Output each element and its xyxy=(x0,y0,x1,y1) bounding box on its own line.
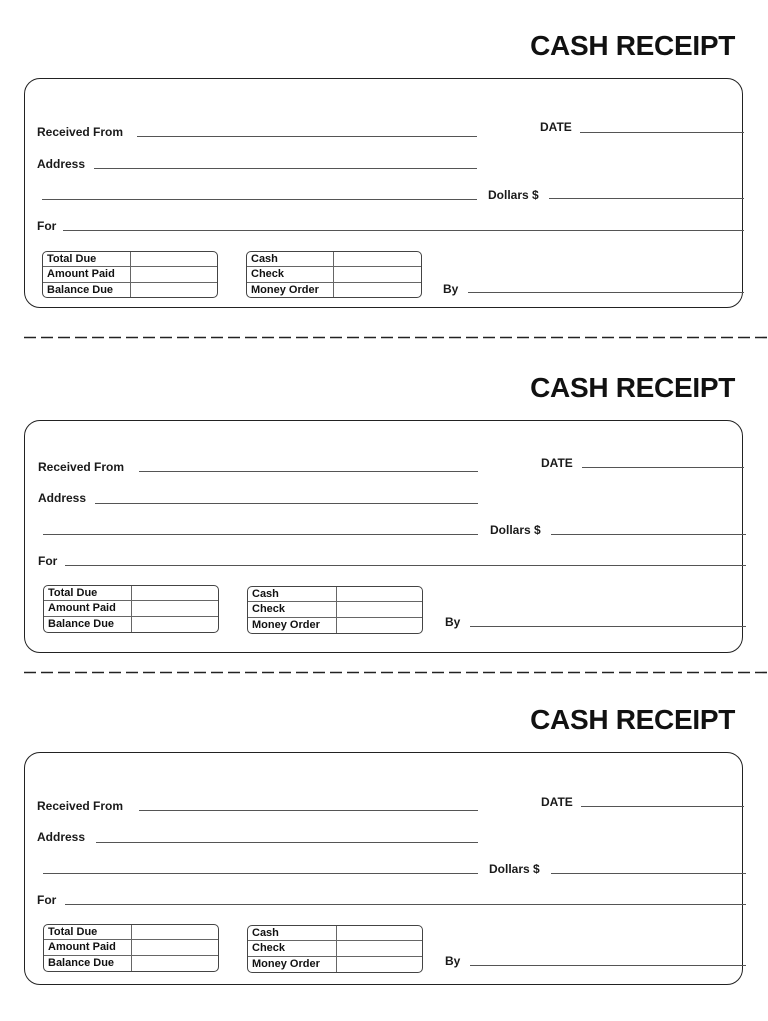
balance-due-label: Balance Due xyxy=(44,956,132,971)
money-order-row xyxy=(247,283,421,298)
address-field[interactable] xyxy=(95,503,478,504)
by-signature-field[interactable] xyxy=(468,292,744,293)
cash-row xyxy=(248,587,422,602)
receipt-title: CASH RECEIPT xyxy=(530,704,735,735)
check-label: Check xyxy=(248,941,337,955)
amount-paid-row xyxy=(44,601,218,616)
total-due-row xyxy=(44,925,218,940)
amount-paid-label: Amount Paid xyxy=(44,940,132,954)
total-due-row xyxy=(44,586,218,601)
dollars-field[interactable] xyxy=(551,873,746,874)
date-field[interactable] xyxy=(582,467,744,468)
balance-due-row xyxy=(44,956,218,971)
balance-due-field[interactable] xyxy=(132,617,218,632)
receipt-title: CASH RECEIPT xyxy=(530,30,735,61)
date-field[interactable] xyxy=(580,132,744,133)
total-due-label: Total Due xyxy=(44,925,132,939)
money-order-field[interactable] xyxy=(334,283,421,298)
by-label: By xyxy=(445,615,461,629)
amount-in-words-field[interactable] xyxy=(43,534,478,535)
cash-field[interactable] xyxy=(337,926,422,940)
address-label: Address xyxy=(38,491,87,505)
for-label: For xyxy=(38,554,58,568)
total-due-field[interactable] xyxy=(132,586,218,600)
received-from-label: Received From xyxy=(37,125,124,139)
dollars-field[interactable] xyxy=(551,534,746,535)
for-label: For xyxy=(37,893,57,907)
check-label: Check xyxy=(248,602,337,616)
balance-due-label: Balance Due xyxy=(44,617,132,632)
totals-table xyxy=(43,924,219,972)
cash-receipt-3 xyxy=(0,674,768,994)
dollars-label: Dollars $ xyxy=(488,188,539,202)
balance-due-row xyxy=(44,617,218,632)
for-label: For xyxy=(37,219,57,233)
cash-label: Cash xyxy=(248,926,337,940)
amount-in-words-field[interactable] xyxy=(43,873,478,874)
for-field[interactable] xyxy=(63,230,744,231)
amount-in-words-field[interactable] xyxy=(42,199,477,200)
money-order-label: Money Order xyxy=(247,283,334,298)
cash-label: Cash xyxy=(247,252,334,266)
amount-paid-row xyxy=(43,267,217,282)
date-label: DATE xyxy=(541,795,573,809)
money-order-field[interactable] xyxy=(337,957,422,972)
money-order-field[interactable] xyxy=(337,618,422,633)
received-from-label: Received From xyxy=(37,799,124,813)
payment-method-table xyxy=(247,925,423,973)
by-signature-field[interactable] xyxy=(470,626,746,627)
total-due-row xyxy=(43,252,217,267)
amount-paid-row xyxy=(44,940,218,955)
check-row xyxy=(247,267,421,282)
totals-table xyxy=(42,251,218,298)
totals-table xyxy=(43,585,219,633)
check-field[interactable] xyxy=(334,267,421,281)
amount-paid-label: Amount Paid xyxy=(44,601,132,615)
received-from-field[interactable] xyxy=(139,471,478,472)
check-row xyxy=(248,602,422,617)
payment-method-table xyxy=(247,586,423,634)
address-label: Address xyxy=(37,830,86,844)
receipt-title: CASH RECEIPT xyxy=(530,372,735,403)
cash-field[interactable] xyxy=(337,587,422,601)
amount-paid-field[interactable] xyxy=(131,267,217,281)
money-order-row xyxy=(248,957,422,972)
date-field[interactable] xyxy=(581,806,744,807)
cash-receipt-1 xyxy=(0,0,768,320)
total-due-field[interactable] xyxy=(132,925,218,939)
balance-due-label: Balance Due xyxy=(43,283,131,298)
dollars-label: Dollars $ xyxy=(489,862,540,876)
received-from-field[interactable] xyxy=(139,810,478,811)
by-signature-field[interactable] xyxy=(470,965,746,966)
payment-method-table xyxy=(246,251,422,298)
by-label: By xyxy=(443,282,459,296)
total-due-field[interactable] xyxy=(131,252,217,266)
date-label: DATE xyxy=(541,456,573,470)
check-field[interactable] xyxy=(337,602,422,616)
received-from-field[interactable] xyxy=(137,136,477,137)
date-label: DATE xyxy=(540,120,572,134)
check-label: Check xyxy=(247,267,334,281)
check-field[interactable] xyxy=(337,941,422,955)
money-order-label: Money Order xyxy=(248,618,337,633)
address-field[interactable] xyxy=(96,842,478,843)
address-label: Address xyxy=(37,157,86,171)
balance-due-field[interactable] xyxy=(132,956,218,971)
cut-line-1 xyxy=(24,336,768,339)
dollars-label: Dollars $ xyxy=(490,523,541,537)
amount-paid-field[interactable] xyxy=(132,601,218,615)
balance-due-row xyxy=(43,283,217,298)
money-order-row xyxy=(248,618,422,633)
check-row xyxy=(248,941,422,956)
cash-label: Cash xyxy=(248,587,337,601)
money-order-label: Money Order xyxy=(248,957,337,972)
cash-row xyxy=(247,252,421,267)
by-label: By xyxy=(445,954,461,968)
total-due-label: Total Due xyxy=(43,252,131,266)
received-from-label: Received From xyxy=(38,460,125,474)
dollars-field[interactable] xyxy=(549,198,744,199)
balance-due-field[interactable] xyxy=(131,283,217,298)
for-field[interactable] xyxy=(65,904,746,905)
cash-field[interactable] xyxy=(334,252,421,266)
amount-paid-field[interactable] xyxy=(132,940,218,954)
amount-paid-label: Amount Paid xyxy=(43,267,131,281)
address-field[interactable] xyxy=(94,168,477,169)
total-due-label: Total Due xyxy=(44,586,132,600)
for-field[interactable] xyxy=(65,565,746,566)
cash-row xyxy=(248,926,422,941)
cash-receipt-2 xyxy=(0,342,768,662)
